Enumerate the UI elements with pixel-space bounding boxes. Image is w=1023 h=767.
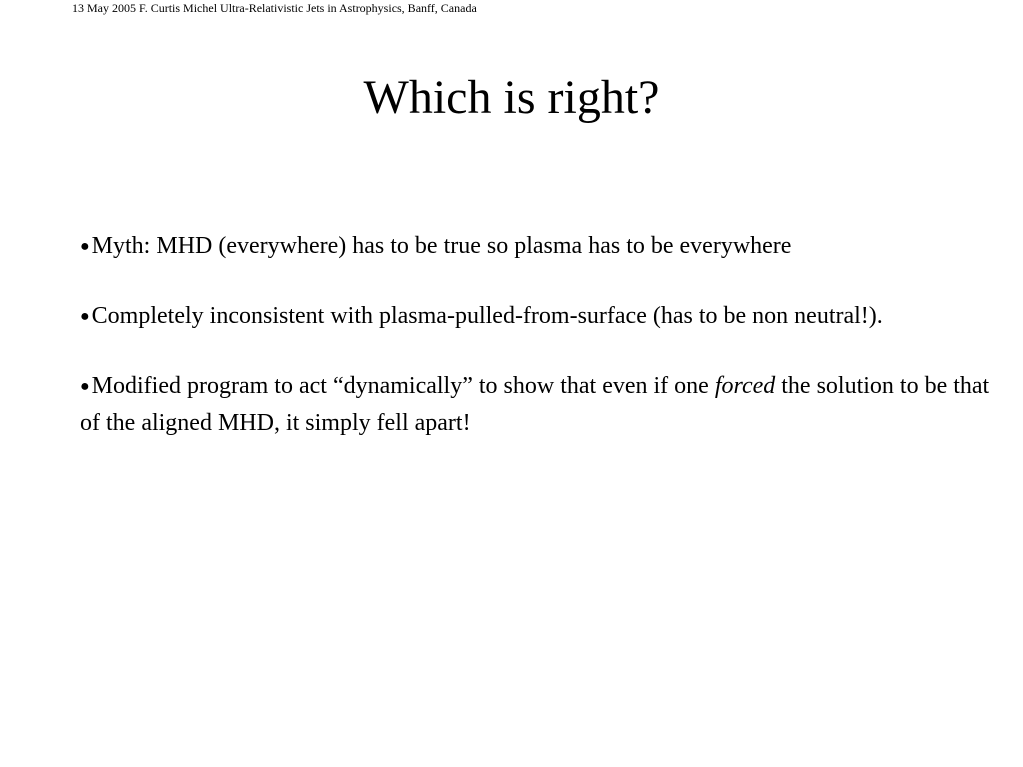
bullet-text: Completely inconsistent with plasma-pulled-from-surface (has to be non neutral!). — [91, 303, 883, 329]
bullet-text: Myth: MHD (everywhere) has to be true so plasma has to be everywhere — [91, 233, 792, 259]
bullet-item-myth — [80, 228, 1010, 265]
bullet-list — [80, 228, 1010, 474]
bullet-emphasis: forced — [714, 373, 776, 399]
bullet-dot-icon: ● — [80, 308, 90, 325]
bullet-text-before: Modified program to act “dynamically” to show that even if one — [91, 373, 715, 399]
bullet-dot-icon: ● — [80, 238, 90, 255]
bullet-item-inconsistent — [80, 298, 1010, 335]
slide-header: 13 May 2005 F. Curtis Michel Ultra-Relativistic Jets in Astrophysics, Banff, Canada — [72, 1, 477, 15]
bullet-item-modified-program — [80, 368, 1010, 441]
bullet-text-after: the solution to be that of the aligned MHD, it simply fell apart! — [80, 373, 990, 436]
bullet-dot-icon: ● — [80, 378, 90, 395]
slide-title: Which is right? — [363, 71, 660, 124]
